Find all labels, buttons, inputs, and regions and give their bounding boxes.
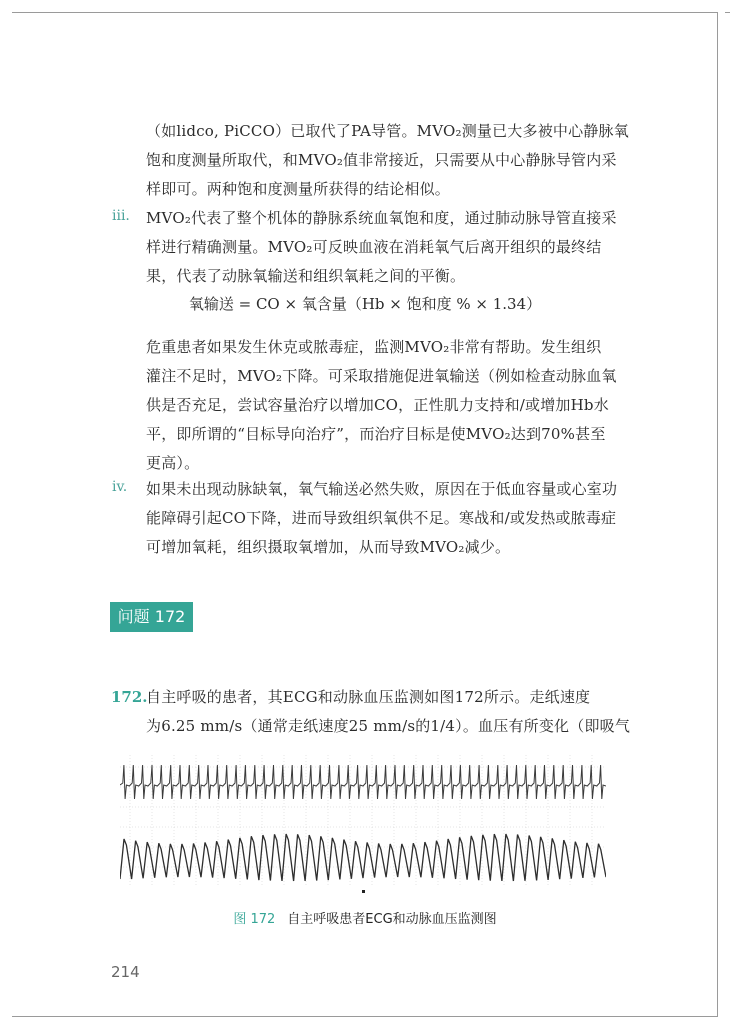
list-marker-iv: iv. — [112, 479, 128, 495]
paragraph-monitoring — [146, 333, 617, 478]
figure-caption — [0, 908, 730, 927]
text-line: 灌注不足时，MVO₂下降。可采取措施促进氧输送（例如检查动脉血氧 — [146, 367, 617, 385]
text-line: 自主呼吸的患者，其ECG和动脉血压监测如图172所示。走纸速度 — [146, 688, 591, 706]
paragraph-continuation — [146, 117, 629, 204]
figure-caption-text: 自主呼吸患者ECG和动脉血压监测图 — [287, 912, 497, 927]
text-line: 果，代表了动脉氧输送和组织氧耗之间的平衡。 — [146, 267, 466, 285]
figure-label: 图 172 — [233, 912, 276, 927]
text-line: 平，即所谓的“目标导向治疗”，而治疗目标是使MVO₂达到70%甚至 — [146, 425, 606, 443]
text-line: MVO₂代表了整个机体的静脉系统血氧饱和度，通过肺动脉导管直接采 — [146, 209, 617, 227]
paragraph-iii — [146, 204, 617, 291]
page-frame-bottom — [12, 1016, 718, 1017]
ecg-arterial-pressure-figure — [120, 755, 606, 895]
question-number: 172. — [111, 688, 148, 706]
text-line: 可增加氧耗，组织摄取氧增加，从而导致MVO₂减少。 — [146, 538, 511, 556]
list-marker-iii: iii. — [112, 208, 130, 224]
text-line: 样即可。两种饱和度测量所获得的结论相似。 — [146, 180, 451, 198]
text-line: 更高）。 — [146, 454, 200, 472]
text-line: 为6.25 mm/s（通常走纸速度25 mm/s的1/4）。血压有所变化（即吸气 — [146, 717, 631, 735]
page-frame-tick — [725, 12, 730, 13]
text-line: 能障碍引起CO下降，进而导致组织氧供不足。寒战和/或发热或脓毒症 — [146, 509, 617, 527]
text-line: 危重患者如果发生休克或脓毒症，监测MVO₂非常有帮助。发生组织 — [146, 338, 602, 356]
ecg-trace-image — [120, 755, 606, 895]
text-line: 样进行精确测量。MVO₂可反映血液在消耗氧气后离开组织的最终结 — [146, 238, 602, 256]
page-frame-right — [717, 12, 718, 1017]
oxygen-delivery-formula: 氧输送 = CO × 氧含量（Hb × 饱和度 % × 1.34） — [188, 295, 542, 313]
text-line: 饱和度测量所取代，和MVO₂值非常接近，只需要从中心静脉导管内采 — [146, 151, 617, 169]
text-line: （如lidco, PiCCO）已取代了PA导管。MVO₂测量已大多被中心静脉氧 — [146, 122, 629, 140]
text-line: 供是否充足，尝试容量治疗以增加CO，正性肌力支持和/或增加Hb水 — [146, 396, 609, 414]
question-text — [146, 683, 630, 741]
question-header: 问题 172 — [110, 602, 193, 632]
text-line: 如果未出现动脉缺氧，氧气输送必然失败，原因在于低血容量或心室功 — [146, 480, 618, 498]
page-frame-top — [12, 12, 718, 13]
page-number: 214 — [111, 963, 140, 981]
paragraph-iv — [146, 475, 617, 562]
